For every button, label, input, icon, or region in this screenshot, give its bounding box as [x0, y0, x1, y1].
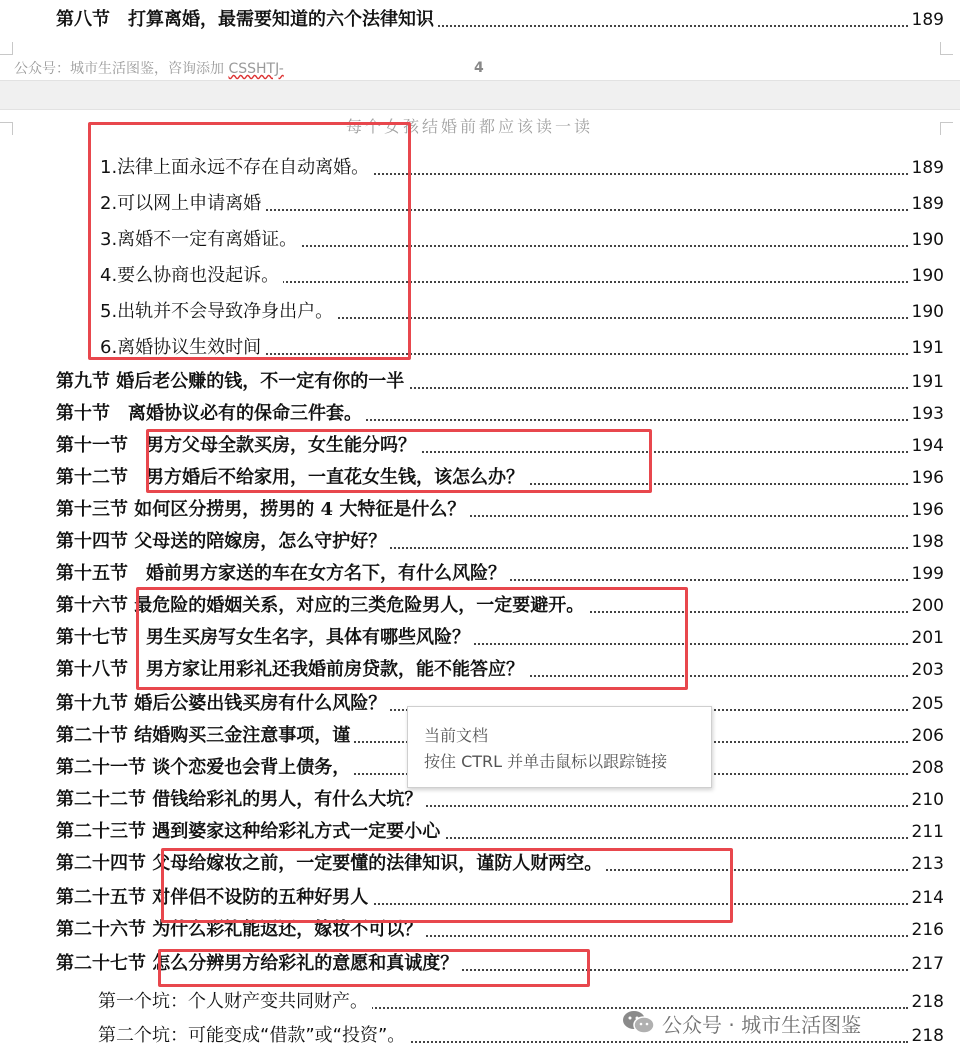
running-header-id: CSSHTJ- [228, 61, 284, 77]
toc-page-number: 214 [910, 882, 944, 914]
toc-entry-title[interactable]: 5.出轨并不会导致净身出户。 [100, 296, 337, 328]
toc-entry-title[interactable]: 第十五节 婚前男方家送的车在女方名下，有什么风险？ [56, 558, 510, 590]
highlight-box [158, 949, 590, 987]
toc-entry-title[interactable]: 第二十五节 对伴侣不设防的五种好男人 [56, 882, 372, 914]
toc-page-number: 199 [910, 558, 944, 590]
toc-entry-title[interactable]: 第十四节 父母送的陪嫁房，怎么守护好？ [56, 526, 390, 558]
toc-entry-title[interactable]: 第十节 离婚协议必有的保命三件套。 [56, 398, 366, 430]
toc-page-number: 213 [910, 848, 944, 880]
page-number: 4 [474, 60, 484, 76]
toc-entry-title[interactable]: 4.要么协商也没起诉。 [100, 260, 283, 292]
toc-page-number: 218 [910, 986, 944, 1018]
toc-entry-title[interactable]: 第十一节 男方父母全款买房，女生能分吗？ [56, 430, 420, 462]
toc-entry-title[interactable]: 第二十七节 怎么分辨男方给彩礼的意愿和真诚度？ [56, 948, 462, 980]
toc-entry-title[interactable]: 3.离婚不一定有离婚证。 [100, 224, 301, 256]
book-running-title: 每个女孩结婚前都应该读一读 [346, 117, 594, 136]
toc-entry-title[interactable]: 第二十六节 为什么彩礼能返还，嫁妆不可以？ [56, 914, 426, 946]
watermark-text: 公众号 · 城市生活图鉴 [662, 1013, 862, 1037]
toc-page-number: 196 [910, 462, 944, 494]
page-corner-mark [940, 42, 953, 55]
toc-page-number: 198 [910, 526, 944, 558]
toc-entry-title[interactable]: 第十六节 最危险的婚姻关系，对应的三类危险男人，一定要避开。 [56, 590, 588, 622]
highlight-box [161, 848, 733, 923]
toc-page-number: 205 [910, 688, 944, 720]
toc-entry[interactable] [0, 784, 960, 816]
toc-page-number: 200 [910, 590, 944, 622]
toc-page-number: 190 [910, 296, 944, 328]
toc-entry[interactable] [0, 398, 960, 430]
toc-page-number: 218 [910, 1020, 944, 1052]
toc-entry-title[interactable]: 第一个坑：个人财产变共同财产。 [98, 986, 372, 1018]
toc-entry[interactable] [0, 558, 960, 590]
toc-entry[interactable] [0, 4, 960, 36]
toc-entry[interactable] [0, 494, 960, 526]
toc-page-number: 191 [910, 366, 944, 398]
toc-entry-title[interactable]: 第二十节 结婚购买三金注意事项，谨 [56, 720, 354, 752]
toc-entry[interactable] [0, 526, 960, 558]
toc-entry-title[interactable]: 第二十一节 谈个恋爱也会背上债务， [56, 752, 354, 784]
toc-page-number: 189 [910, 4, 944, 36]
page-corner-mark [0, 122, 13, 135]
toc-page-number: 191 [910, 332, 944, 364]
link-tooltip [407, 706, 712, 788]
tooltip-hint: 按住 CTRL 并单击鼠标以跟踪链接 [424, 752, 668, 771]
toc-entry-title[interactable]: 第八节 打算离婚，最需要知道的六个法律知识 [56, 4, 438, 36]
toc-page-number: 190 [910, 224, 944, 256]
toc-page-number: 208 [910, 752, 944, 784]
toc-entry-title[interactable]: 第十二节 男方婚后不给家用，一直花女生钱，该怎么办？ [56, 462, 528, 494]
page-corner-mark [0, 42, 13, 55]
toc-entry-title[interactable]: 第二十二节 借钱给彩礼的男人，有什么大坑？ [56, 784, 426, 816]
toc-page-number: 196 [910, 494, 944, 526]
highlight-box [88, 122, 411, 360]
toc-entry[interactable] [0, 816, 960, 848]
running-header-prefix: 公众号：城市生活图鉴，咨询添加 [14, 61, 224, 77]
highlight-box [146, 429, 652, 493]
toc-page-number: 189 [910, 188, 944, 220]
toc-entry-title[interactable]: 第二个坑：可能变成“借款”或“投资”。 [98, 1020, 409, 1052]
toc-page-number: 203 [910, 654, 944, 686]
toc-entry[interactable] [0, 366, 960, 398]
toc-page-number: 206 [910, 720, 944, 752]
toc-entry-title[interactable]: 第十七节 男生买房写女生名字，具体有哪些风险？ [56, 622, 474, 654]
wechat-icon [622, 1009, 656, 1035]
page-gap [0, 80, 960, 110]
page-corner-mark [940, 122, 953, 135]
toc-page-number: 217 [910, 948, 944, 980]
tooltip-title: 当前文档 [424, 726, 489, 745]
toc-entry-title[interactable]: 第十八节 男方家让用彩礼还我婚前房贷款，能不能答应？ [56, 654, 528, 686]
toc-entry-title[interactable]: 第二十三节 遇到婆家这种给彩礼方式一定要小心 [56, 816, 444, 848]
running-header [14, 58, 284, 78]
toc-entry-title[interactable]: 第九节 婚后老公赚的钱，不一定有你的一半 [56, 366, 408, 398]
toc-entry-title[interactable]: 第十三节 如何区分捞男，捞男的 4 大特征是什么？ [56, 494, 469, 526]
toc-entry-title[interactable]: 第十九节 婚后公婆出钱买房有什么风险？ [56, 688, 390, 720]
toc-page-number: 216 [910, 914, 944, 946]
toc-entry-title[interactable]: 2.可以网上申请离婚 [100, 188, 265, 220]
toc-page-number: 211 [910, 816, 944, 848]
toc-page-number: 210 [910, 784, 944, 816]
highlight-box [136, 587, 688, 690]
toc-entry-title[interactable]: 第二十四节 父母给嫁妆之前，一定要懂的法律知识，谨防人财两空。 [56, 848, 606, 880]
toc-page-number: 201 [910, 622, 944, 654]
toc-entry-title[interactable]: 6.离婚协议生效时间 [100, 332, 265, 364]
toc-page-number: 194 [910, 430, 944, 462]
toc-page-number: 189 [910, 152, 944, 184]
toc-page-number: 193 [910, 398, 944, 430]
toc-page-number: 190 [910, 260, 944, 292]
toc-entry-title[interactable]: 1.法律上面永远不存在自动离婚。 [100, 152, 373, 184]
